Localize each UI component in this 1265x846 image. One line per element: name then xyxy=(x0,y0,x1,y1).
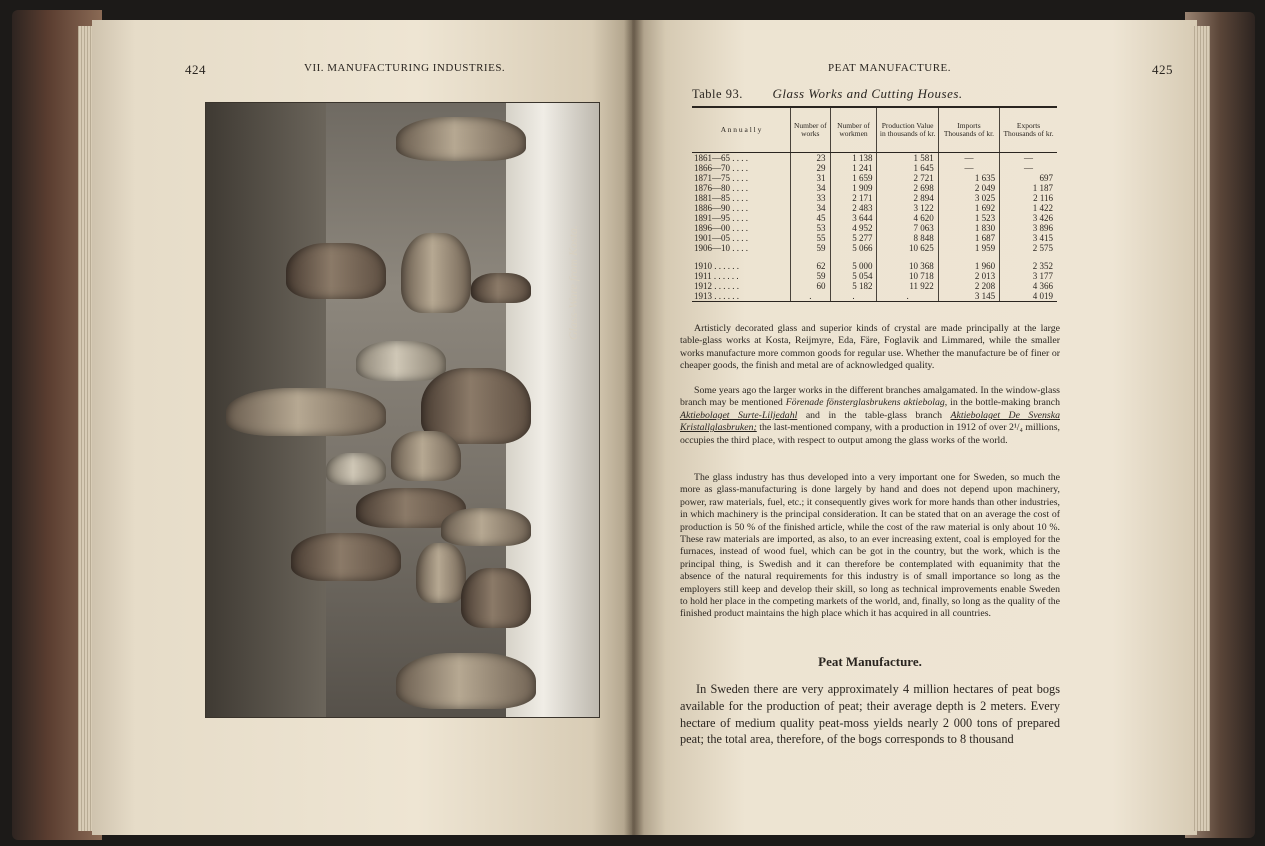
header-number-of-workmen: Number of workmen xyxy=(830,107,877,153)
table-spacer-row xyxy=(692,253,1057,261)
cell-exports: 3 426 xyxy=(1032,213,1053,223)
vase-image xyxy=(401,233,471,313)
paragraph-amalgamation xyxy=(680,385,1060,447)
company-name: Aktiebolaget De Svenska Kristallglasbruken; xyxy=(680,409,1060,434)
table-row xyxy=(692,243,1057,253)
cell-period: 1881—85 . . . . xyxy=(692,193,791,203)
cell-period: 1891—95 . . . . xyxy=(692,213,791,223)
cell-period: 1861—65 . . . . xyxy=(692,153,791,164)
cell-production: 10 368 xyxy=(877,261,938,271)
cell-imports: 2 208 xyxy=(938,281,999,291)
cell-period: 1913 . . . . . . xyxy=(692,291,791,302)
cell-exports: 3 415 xyxy=(1032,233,1053,243)
cell-works: 59 xyxy=(791,271,830,281)
right-page-number: 425 xyxy=(1152,62,1173,77)
table-row xyxy=(692,213,1057,223)
cell-imports: 1 960 xyxy=(938,261,999,271)
cell-period: 1906—10 . . . . xyxy=(692,243,791,253)
vase-image xyxy=(226,388,386,436)
plate-caption: Glass-Ware from Kosta. xyxy=(566,224,580,340)
table-row xyxy=(692,193,1057,203)
cell-exports: 3 177 xyxy=(1032,271,1053,281)
cell-production: 8 848 xyxy=(877,233,938,243)
cell-workmen: 1 909 xyxy=(830,183,877,193)
paragraph-peat: In Sweden there are very approximately 4 million hectares of peat bogs available for the production of peat; their average depth is 2 meters. Every hectare of medium quality peat-moss yields nearly 2 000 tons of prepared peat; the total area, therefore, of the bogs corresponds to 8 thousand xyxy=(680,682,1060,747)
vase-image xyxy=(356,341,446,381)
cell-imports: 2 013 xyxy=(938,271,999,281)
cell-imports: 3 025 xyxy=(938,193,999,203)
cell-exports: 4 019 xyxy=(1000,291,1057,302)
cell-workmen: 3 644 xyxy=(830,213,877,223)
glassware-photograph xyxy=(205,102,600,718)
cell-production: 2 894 xyxy=(877,193,938,203)
header-annually: A n n u a l l y xyxy=(692,107,791,153)
page-edges-right xyxy=(1192,26,1210,831)
cell-production: 10 718 xyxy=(877,271,938,281)
cell-production: 10 625 xyxy=(877,243,938,253)
cell-works: 29 xyxy=(791,163,830,173)
text-run: Some years ago the larger works in the different branches amalgamated. In the window-glass branch may be mentioned xyxy=(680,385,1060,409)
cell-workmen: 1 659 xyxy=(830,173,877,183)
cell-works: 23 xyxy=(791,153,830,164)
cell-production: 1 581 xyxy=(877,153,938,164)
glass-works-table xyxy=(692,106,1057,302)
cell-works: 34 xyxy=(791,183,830,193)
cell-works: 45 xyxy=(791,213,830,223)
cell-exports: 1 187 xyxy=(1032,183,1053,193)
cell-exports: — xyxy=(1024,153,1034,163)
cell-workmen: 1 241 xyxy=(830,163,877,173)
cell-workmen: 5 054 xyxy=(830,271,877,281)
cell-period: 1876—80 . . . . xyxy=(692,183,791,193)
cell-works: 60 xyxy=(791,281,830,291)
vase-image xyxy=(286,243,386,299)
cell-period: 1910 . . . . . . xyxy=(692,261,791,271)
paragraph-glass-industry: The glass industry has thus developed into a very important one for Sweden, so much the more as glass-manufacturing is done largely by hand and does not depend upon machinery, power, raw materials, fuel, etc.; it consequently gives work for more hands than other industries, in which machinery is the principal consideration. It can be stated that on an average the cost of production is 50 % of the finished article, while the cost of the raw material is only about 10 %. These raw materials are imported, as also, to an ever increasing extent, coal is employed for the furnaces, instead of wood fuel, which can be got in the country, but the work, which is the principal thing, is Swedish and it can therefore be contemplated with equanimity that the absence of the natural requirements for this industry is of small importance so long as the employers still keep and develop their skill, so long as technical improvements enable Sweden to hold her place in the competing markets of the world, and, finally, so long as the quality of the finished product maintains the high place which it has acquired in all countries. xyxy=(680,472,1060,620)
cell-workmen: 4 952 xyxy=(830,223,877,233)
text-run: the last-mentioned company, with a production in 1912 of over 2¹/₄ millions, occupies the third place, with respect to output among the glass works of the world. xyxy=(680,422,1060,446)
cell-exports: 3 896 xyxy=(1032,223,1053,233)
cell-production: 1 645 xyxy=(877,163,938,173)
table-row xyxy=(692,183,1057,193)
spacer-cell xyxy=(877,253,938,261)
vase-image xyxy=(396,653,536,709)
cell-workmen: 5 066 xyxy=(830,243,877,253)
cell-period: 1911 . . . . . . xyxy=(692,271,791,281)
spacer-cell xyxy=(1000,253,1057,261)
header-imports: Imports Thousands of kr. xyxy=(938,107,999,153)
cell-production: 2 721 xyxy=(877,173,938,183)
cell-workmen: 5 182 xyxy=(830,281,877,291)
spacer-cell xyxy=(692,253,791,261)
cell-imports: 3 145 xyxy=(938,291,999,302)
cell-period: 1901—05 . . . . xyxy=(692,233,791,243)
cell-imports: — xyxy=(938,153,999,164)
cell-production: 2 698 xyxy=(877,183,938,193)
cell-production: 3 122 xyxy=(877,203,938,213)
table-row xyxy=(692,281,1057,291)
cell-exports: 2 116 xyxy=(1033,193,1053,203)
cell-works: 55 xyxy=(791,233,830,243)
text-run: and in the table-glass branch xyxy=(797,409,951,421)
cell-period: 1896—00 . . . . xyxy=(692,223,791,233)
cell-workmen: 1 138 xyxy=(830,153,877,164)
cell-works: 33 xyxy=(791,193,830,203)
cell-works: 34 xyxy=(791,203,830,213)
vase-image xyxy=(416,543,466,603)
table-header-row xyxy=(692,107,1057,153)
left-page-number: 424 xyxy=(185,62,206,77)
table-label: Table 93. xyxy=(692,87,743,101)
cell-workmen: 5 277 xyxy=(830,233,877,243)
book-gutter xyxy=(624,20,644,835)
text-run: , in the bottle-making branch xyxy=(944,397,1061,409)
left-running-head: VII. MANUFACTURING INDUSTRIES. xyxy=(304,62,506,74)
cell-works: 53 xyxy=(791,223,830,233)
header-production: Production Value in thousands of kr. xyxy=(877,107,938,153)
paragraph-artistic-glass: Artisticly decorated glass and superior kinds of crystal are made principally at the large table-glass works at Kosta, Reijmyre, Eda, Färe, Foglavik and Limmared, while the smaller works manufacture more common goods for regular use. Whether the manufacture be of finer or cheaper goods, the finish and metal are of acknowledged quality. xyxy=(680,323,1060,372)
table-title: Glass Works and Cutting Houses. xyxy=(772,86,963,101)
cell-exports: — xyxy=(1024,163,1034,173)
table-row xyxy=(692,203,1057,213)
table-row xyxy=(692,173,1057,183)
cell-imports: 1 959 xyxy=(938,243,999,253)
cell-exports: 2 575 xyxy=(1032,243,1053,253)
cell-workmen: 5 000 xyxy=(830,261,877,271)
table-row xyxy=(692,163,1057,173)
vase-image xyxy=(471,273,531,303)
cell-works: 31 xyxy=(791,173,830,183)
cell-imports: 1 635 xyxy=(938,173,999,183)
cell-workmen: 2 483 xyxy=(830,203,877,213)
cell-period: 1871—75 . . . . xyxy=(692,173,791,183)
cell-production: . xyxy=(877,291,938,302)
table-row xyxy=(692,291,1057,302)
cell-imports: 2 049 xyxy=(938,183,999,193)
cell-exports: 2 352 xyxy=(1032,261,1053,271)
cell-works: . xyxy=(791,291,830,302)
spacer-cell xyxy=(791,253,830,261)
vase-image xyxy=(291,533,401,581)
cell-period: 1886—90 . . . . xyxy=(692,203,791,213)
section-heading: Peat Manufacture. xyxy=(818,654,922,669)
cell-works: 62 xyxy=(791,261,830,271)
cell-imports: 1 692 xyxy=(938,203,999,213)
cell-period: 1912 . . . . . . xyxy=(692,281,791,291)
table-row xyxy=(692,223,1057,233)
header-exports: Exports Thousands of kr. xyxy=(1000,107,1057,153)
cell-works: 59 xyxy=(791,243,830,253)
vase-image xyxy=(441,508,531,546)
table-row xyxy=(692,271,1057,281)
header-number-of-works: Number of works xyxy=(791,107,830,153)
cell-exports: 1 422 xyxy=(1032,203,1053,213)
table-body xyxy=(692,153,1057,302)
cell-imports: — xyxy=(938,163,999,173)
cell-imports: 1 523 xyxy=(938,213,999,223)
table-row xyxy=(692,153,1057,164)
company-name: Förenade fönsterglasbrukens aktiebolag xyxy=(785,397,945,409)
cell-imports: 1 687 xyxy=(938,233,999,243)
cell-exports: 4 366 xyxy=(1032,281,1053,291)
spacer-cell xyxy=(938,253,999,261)
table-caption xyxy=(692,86,963,102)
table-row xyxy=(692,261,1057,271)
cell-period: 1866—70 . . . . xyxy=(692,163,791,173)
vase-image xyxy=(391,431,461,481)
company-name: Aktiebolaget Surte-Liljedahl xyxy=(680,409,798,421)
vase-image xyxy=(326,453,386,485)
spacer-cell xyxy=(830,253,877,261)
table-row xyxy=(692,233,1057,243)
cell-production: 11 922 xyxy=(877,281,938,291)
cell-workmen: . xyxy=(830,291,877,302)
cell-imports: 1 830 xyxy=(938,223,999,233)
right-running-head: PEAT MANUFACTURE. xyxy=(828,62,951,74)
cell-production: 4 620 xyxy=(877,213,938,223)
vase-image xyxy=(461,568,531,628)
cell-workmen: 2 171 xyxy=(830,193,877,203)
cell-production: 7 063 xyxy=(877,223,938,233)
vase-image xyxy=(396,117,526,161)
cell-exports: 697 xyxy=(1039,173,1053,183)
